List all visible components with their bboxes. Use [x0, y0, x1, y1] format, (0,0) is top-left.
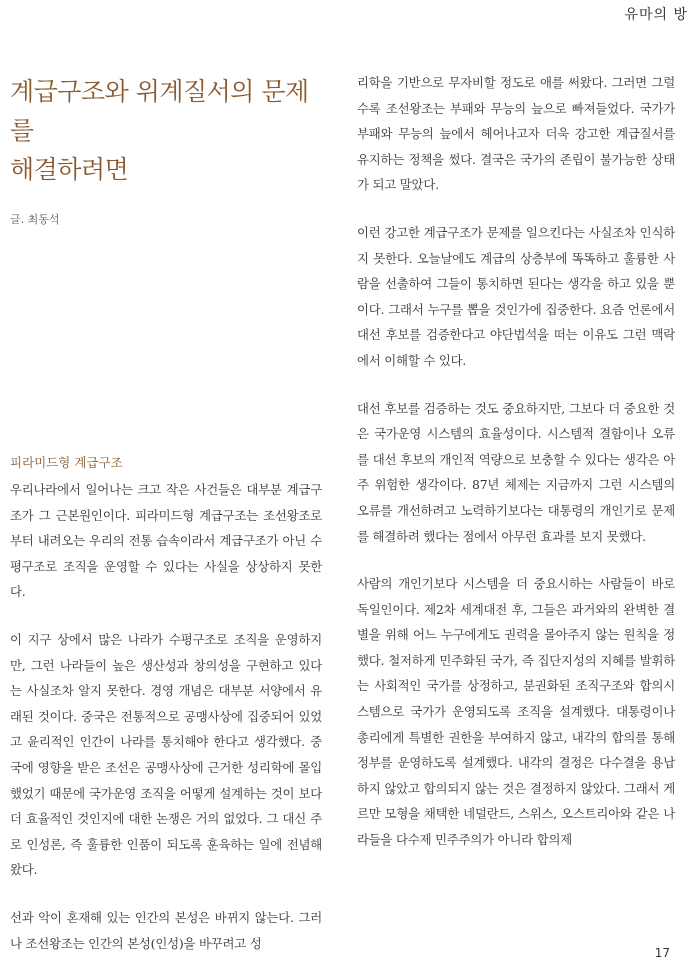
title-line-1: 계급구조와 위계질서의 문제를 — [10, 77, 309, 145]
paragraph: 이 지구 상에서 많은 나라가 수평구조로 조직을 운영하지만, 그런 나라들이 높은 생산성과 창의성을 구현하고 있다는 사실조차 알지 못한다. 경영 개념은 대부분 서양에서 유래된 것이다. 중국은 전통적으로 공맹사상에 집중되어 있었고 윤리적인 인간이 나라를 통치해야 한다고 생각했다. 중국에 영향을 받은 조선은 공맹사상에 근거한 성리학에 몰입했었기 때문에 국가운영 조직을 어떻게 설계하는 것이 보다 더 효율적인 것인지에 대한 논쟁은 거의 없었다. 그 대신 주로 인성론, 즉 훌륭한 인품이 되도록 훈육하는 일에 전념해왔다. — [10, 631, 322, 878]
title-line-2: 해결하려면 — [10, 155, 129, 184]
article-title — [10, 72, 322, 189]
section-heading: 피라미드형 계급구조 — [10, 455, 123, 470]
paragraph: 선과 악이 혼재해 있는 인간의 본성은 바뀌지 않는다. 그러나 조선왕조는 인간의 본성(인성)을 바꾸려고 성 — [10, 909, 322, 951]
left-column — [10, 72, 322, 978]
page-number: 17 — [654, 946, 670, 960]
paragraph: 사람의 개인기보다 시스템을 더 중요시하는 사람들이 바로 독일인이다. 제2차 세계대전 후, 그들은 과거와의 완벽한 결별을 위해 어느 누구에게도 권력을 몰아주지 않는 원칙을 정했다. 철저하게 민주화된 국가, 즉 집단지성의 지혜를 발휘하는 사회적인 국가를 상정하고, 분권화된 조직구조와 합의시스템으로 국가가 운영되도록 조직을 설계했다. 대통령이나 총리에게 특별한 권한을 부여하지 않고, 내각의 합의를 통해 정부를 운영하도록 설계했다. 내각의 결정은 다수결을 용납하지 않았고 합의되지 않는 것은 결정하지 않았다. 그래서 게르만 모형을 채택한 네덜란드, 스위스, 오스트리아와 같은 나라들을 다수제 민주주의가 아니라 합의제 — [357, 576, 675, 848]
section-label: 유마의 방 — [624, 7, 688, 23]
paragraph: 대선 후보를 검증하는 것도 중요하지만, 그보다 더 중요한 것은 국가운영 시스템의 효율성이다. 시스템적 결함이나 오류를 대선 후보의 개인적 역량으로 보충할 수 있다는 생각은 아주 위험한 생각이다. 87년 체제는 지금까지 그런 시스템의 오류를 개선하려고 노력하기보다는 대통령의 개인기로 문제를 해결하려 했다는 점에서 아무런 효과를 보지 못했다. — [357, 400, 675, 544]
paragraph: 우리나라에서 일어나는 크고 작은 사건들은 대부분 계급구조가 그 근본원인이다. 피라미드형 계급구조는 조선왕조로부터 내려오는 우리의 전통 습속이라서 계급구조가 아닌 수평구조로 조직을 운영할 수 있다는 사실을 상상하지 못한다. — [10, 482, 322, 600]
paragraph: 리학을 기반으로 무자비할 정도로 애를 써왔다. 그러면 그럴수록 조선왕조는 부패와 무능의 늪으로 빠져들었다. 국가가 부패와 무능의 늪에서 헤어나고자 더욱 강고한 계급질서를 유지하는 정책을 썼다. 결국은 국가의 존립이 불가능한 상태가 되고 말았다. — [357, 75, 675, 193]
paragraph: 이런 강고한 계급구조가 문제를 일으킨다는 사실조차 인식하지 못한다. 오늘날에도 계급의 상층부에 똑똑하고 훌륭한 사람을 선출하여 그들이 통치하면 된다는 생각을 하고 있을 뿐이다. 그래서 누구를 뽑을 것인가에 집중한다. 요즘 언론에서 대선 후보를 검증한다고 야단법석을 떠는 이유도 그런 맥락에서 이해할 수 있다. — [357, 224, 675, 368]
right-column — [357, 70, 675, 875]
author-byline: 글. 최동석 — [10, 213, 60, 226]
